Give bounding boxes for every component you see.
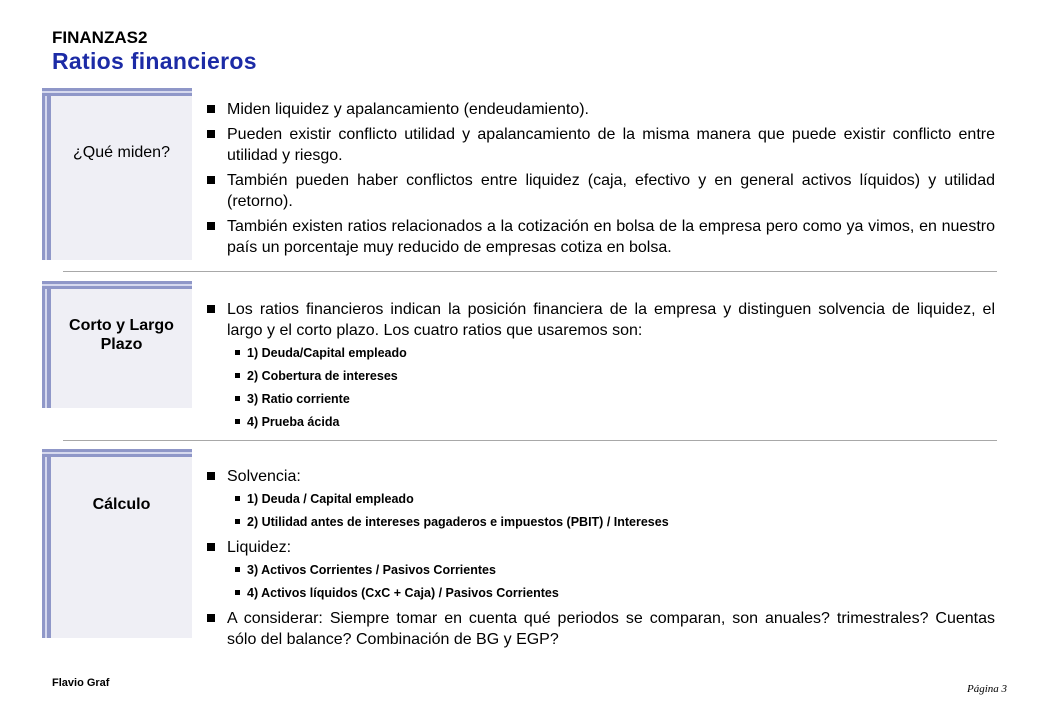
- square-bullet-icon: [207, 543, 215, 551]
- bullet-item: También pueden haber conflictos entre liquidez (caja, efectivo y en general activos líquidos) y utilidad (retorno).: [205, 170, 995, 212]
- square-bullet-icon: [235, 419, 240, 424]
- square-bullet-icon: [235, 519, 240, 524]
- course-name: FINANZAS2: [52, 28, 148, 47]
- sub-bullet-item: 2) Utilidad antes de intereses pagaderos e impuestos (PBIT) / Intereses: [205, 514, 995, 531]
- section-content-que-miden: [205, 99, 995, 262]
- section-box-que-miden: [42, 88, 192, 260]
- square-bullet-icon: [235, 396, 240, 401]
- square-bullet-icon: [235, 567, 240, 572]
- square-bullet-icon: [235, 590, 240, 595]
- sub-bullet-item: 1) Deuda / Capital empleado: [205, 491, 995, 508]
- square-bullet-icon: [235, 350, 240, 355]
- section-box-corto-largo-plazo: [42, 281, 192, 408]
- bullet-item: Miden liquidez y apalancamiento (endeudamiento).: [205, 99, 995, 120]
- bullet-item: Los ratios financieros indican la posición financiera de la empresa y distinguen solvencia de liquidez, el largo y el corto plazo. Los cuatro ratios que usaremos son:: [205, 299, 995, 341]
- section-label: Cálculo: [92, 496, 151, 513]
- section-box-calculo: [42, 449, 192, 638]
- square-bullet-icon: [207, 305, 215, 313]
- square-bullet-icon: [207, 176, 215, 184]
- sub-bullet-item: 1) Deuda/Capital empleado: [205, 345, 995, 362]
- square-bullet-icon: [235, 373, 240, 378]
- section-label: Corto y Largo Plazo: [69, 317, 174, 353]
- square-bullet-icon: [207, 222, 215, 230]
- bullet-item: Pueden existir conflicto utilidad y apalancamiento de la misma manera que puede existir conflicto entre utilidad y riesgo.: [205, 124, 995, 166]
- bullet-item: También existen ratios relacionados a la cotización en bolsa de la empresa pero como ya vimos, en nuestro país un porcentaje muy reducido de empresas cotiza en bolsa.: [205, 216, 995, 258]
- bullet-item: A considerar: Siempre tomar en cuenta qué periodos se comparan, son anuales? trimestrales? Cuentas sólo del balance? Combinación de BG y EGP?: [205, 608, 995, 650]
- sub-bullet-item: 2) Cobertura de intereses: [205, 368, 995, 385]
- sub-bullet-item: 4) Prueba ácida: [205, 414, 995, 431]
- sub-bullet-item: 3) Activos Corrientes / Pasivos Corrientes: [205, 562, 995, 579]
- section-label: ¿Qué miden?: [73, 144, 170, 161]
- bullet-item: Liquidez:: [205, 537, 995, 558]
- square-bullet-icon: [235, 496, 240, 501]
- slide-title: Ratios financieros: [52, 48, 257, 74]
- section-divider: [63, 440, 997, 441]
- section-content-calculo: [205, 466, 995, 654]
- author-name: Flavio Graf: [52, 677, 110, 689]
- section-content-corto-largo-plazo: [205, 299, 995, 437]
- section-divider: [63, 271, 997, 272]
- square-bullet-icon: [207, 130, 215, 138]
- sub-bullet-item: 4) Activos líquidos (CxC + Caja) / Pasivos Corrientes: [205, 585, 995, 602]
- bullet-item: Solvencia:: [205, 466, 995, 487]
- square-bullet-icon: [207, 614, 215, 622]
- page-number: Página 3: [966, 683, 1007, 695]
- sub-bullet-item: 3) Ratio corriente: [205, 391, 995, 408]
- square-bullet-icon: [207, 105, 215, 113]
- square-bullet-icon: [207, 472, 215, 480]
